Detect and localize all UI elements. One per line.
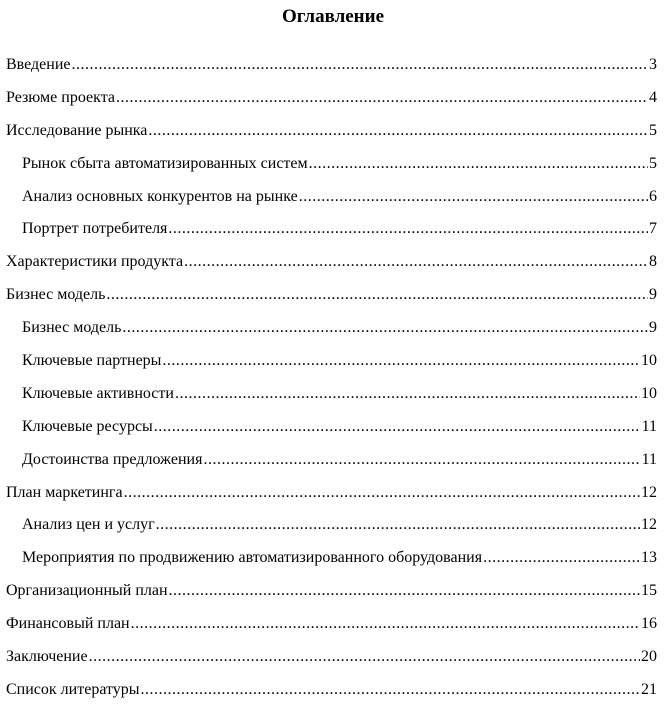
toc-entry-title: План маркетинга [6, 483, 123, 501]
dot-leader [169, 581, 640, 601]
toc-entry-page-number: 10 [641, 384, 657, 402]
toc-entry[interactable] [0, 450, 666, 483]
toc-entry-title: Портрет потребителя [22, 220, 168, 238]
dot-leader [203, 450, 640, 470]
toc-entry-title: Бизнес модель [22, 319, 122, 337]
toc-entry-title: Характеристики продукта [6, 253, 184, 271]
toc-entry[interactable] [0, 219, 666, 252]
toc-entry-title: Бизнес модель [6, 286, 106, 304]
toc-entry[interactable] [0, 55, 666, 88]
toc-entry-page-number: 9 [649, 286, 657, 304]
dot-leader [116, 88, 648, 108]
toc-entry-page-number: 21 [641, 680, 657, 698]
toc-entry-title: Финансовый план [6, 615, 130, 633]
toc-entry[interactable] [0, 581, 666, 614]
toc-entry-title: Исследование рынка [6, 121, 148, 139]
toc-entry-page-number: 11 [641, 450, 657, 468]
toc-entry[interactable] [0, 252, 666, 285]
toc-entry-title: Ключевые партнеры [22, 352, 162, 370]
dot-leader [148, 121, 648, 141]
toc-entry[interactable] [0, 614, 666, 647]
toc-entry-page-number: 12 [641, 516, 657, 534]
toc-entry-title: Заключение [6, 648, 88, 666]
toc-entry-title: Анализ цен и услуг [22, 516, 155, 534]
dot-leader [89, 647, 640, 667]
toc-entry-page-number: 16 [641, 615, 657, 633]
dot-leader [175, 384, 640, 404]
toc-entry-page-number: 8 [649, 253, 657, 271]
toc-entry[interactable] [0, 515, 666, 548]
toc-entry[interactable] [0, 121, 666, 154]
table-of-contents [0, 55, 666, 713]
toc-entry[interactable] [0, 318, 666, 351]
toc-entry-title: Список литературы [6, 680, 140, 698]
dot-leader [156, 515, 640, 535]
toc-entry-page-number: 5 [649, 121, 657, 139]
page-title: Оглавление [281, 6, 385, 27]
toc-entry-title: Достоинства предложения [22, 450, 203, 468]
toc-entry-title: Ключевые ресурсы [22, 417, 153, 435]
toc-entry-page-number: 6 [649, 187, 657, 205]
toc-entry-title: Резюме проекта [6, 88, 115, 106]
toc-entry[interactable] [0, 548, 666, 581]
toc-entry[interactable] [0, 483, 666, 516]
toc-entry-page-number: 11 [641, 417, 657, 435]
toc-entry[interactable] [0, 680, 666, 713]
dot-leader [154, 417, 641, 437]
toc-entry-title: Введение [6, 56, 71, 73]
toc-entry-page-number: 4 [649, 88, 657, 106]
toc-entry[interactable] [0, 384, 666, 417]
toc-entry-page-number: 3 [649, 56, 657, 73]
dot-leader [162, 351, 640, 371]
dot-leader [141, 680, 640, 700]
dot-leader [122, 318, 648, 338]
toc-entry-page-number: 9 [649, 319, 657, 337]
dot-leader [483, 548, 640, 568]
dot-leader [106, 285, 648, 305]
dot-leader [184, 252, 648, 272]
dot-leader [168, 219, 648, 239]
toc-entry-page-number: 7 [649, 220, 657, 238]
dot-leader [299, 187, 648, 207]
toc-entry[interactable] [0, 154, 666, 187]
toc-entry-page-number: 10 [641, 352, 657, 370]
toc-entry-page-number: 13 [641, 549, 657, 567]
toc-entry-title: Мероприятия по продвижению автоматизированного оборудования [22, 549, 483, 567]
toc-entry-title: Ключевые активности [22, 384, 174, 402]
toc-entry[interactable] [0, 187, 666, 220]
toc-entry-title: Анализ основных конкурентов на рынке [22, 187, 298, 205]
toc-entry-page-number: 15 [641, 582, 657, 600]
dot-leader [309, 154, 648, 174]
toc-entry-page-number: 12 [641, 483, 657, 501]
toc-entry-title: Рынок сбыта автоматизированных систем [22, 154, 308, 172]
toc-entry[interactable] [0, 417, 666, 450]
toc-entry-title: Организационный план [6, 582, 168, 600]
dot-leader [72, 55, 649, 75]
toc-entry[interactable] [0, 88, 666, 121]
toc-entry[interactable] [0, 351, 666, 384]
toc-entry[interactable] [0, 647, 666, 680]
dot-leader [131, 614, 640, 634]
toc-entry-page-number: 5 [649, 154, 657, 172]
dot-leader [124, 483, 640, 503]
toc-entry[interactable] [0, 285, 666, 318]
toc-entry-page-number: 20 [641, 648, 657, 666]
